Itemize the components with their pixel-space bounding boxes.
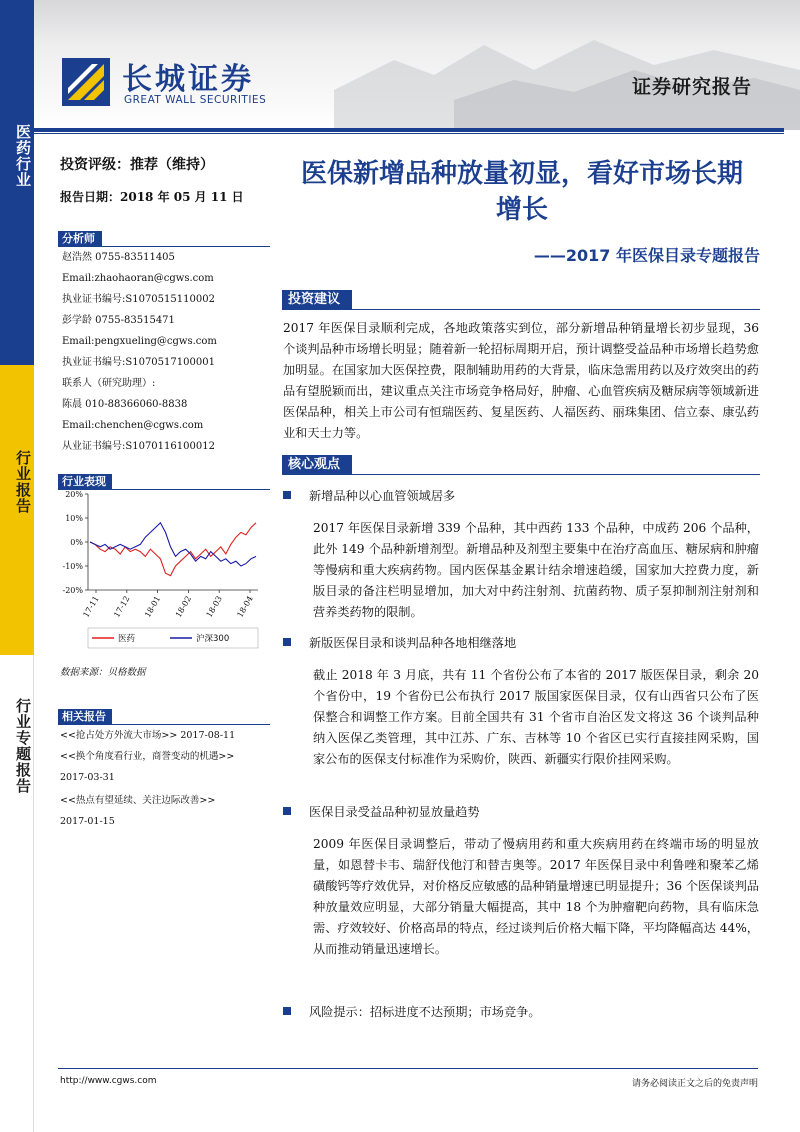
analyst-line: Email:zhaohaoran@cgws.com <box>62 273 214 284</box>
bullet-square-icon <box>283 807 291 815</box>
risk-warning <box>283 1002 541 1022</box>
risk-warning-text: 风险提示：招标进度不达预期；市场竞争。 <box>309 1005 541 1019</box>
analyst-line: Email:pengxueling@cgws.com <box>62 336 217 347</box>
core-point <box>283 633 516 653</box>
bullet-square-icon <box>283 1007 291 1015</box>
core-point-text: 2009 年医保目录调整后，带动了慢病用药和重大疾病用药在终端市场的明显放量，如恩替卡韦、瑞舒伐他汀和替吉奥等。2017 年医保目录中利鲁唑和聚苯乙烯磺酸钙等疗效优异，对价格反应敏感的品种销量增速已明显提升；36 个医保谈判品种放量效应明显，大部分销量大幅提高，其中 18 个为肿瘤靶向药物，具有临床急需、疗效较好、价格高昂的特点，经过谈判后价格大幅下降，平均降幅高达 44%，从而推动销量迅速增长。 <box>313 837 759 956</box>
related-report-link[interactable]: <<换个角度看行业，商誉变动的机遇>> <box>60 751 235 762</box>
investment-rating: 投资评级：推荐（维持） <box>60 157 214 173</box>
analyst-line: 联系人（研究助理）: <box>62 378 156 389</box>
chart-y-tick-label: -10% <box>62 562 83 571</box>
footer-divider <box>58 1068 758 1069</box>
report-subtitle: ——2017 年医保目录专题报告 <box>533 246 760 265</box>
chart-legend-label: 沪深300 <box>196 634 230 644</box>
analyst-line: 执业证书编号:S1070515110002 <box>62 294 215 305</box>
footer-url[interactable]: http://www.cgws.com <box>60 1076 157 1086</box>
great-wall-logo-icon <box>62 58 110 106</box>
chart-x-tick-label: 17-11 <box>81 594 101 619</box>
core-point-title: 医保目录受益品种初显放量趋势 <box>309 805 480 819</box>
sidebar-report-type-label: 行业报告 <box>14 450 32 514</box>
report-title <box>282 156 762 228</box>
related-report-link[interactable]: <<热点有望延续、关注边际改善>> <box>60 795 216 806</box>
industry-performance-chart <box>58 486 272 666</box>
footer-disclaimer: 请务必阅读正文之后的免责声明 <box>631 1079 758 1089</box>
core-point-title: 新版医保目录和谈判品种各地相继落地 <box>309 636 517 650</box>
chart-y-tick-label: 0% <box>70 538 83 547</box>
analyst-line: 从业证书编号:S1070116100012 <box>62 441 215 452</box>
report-date: 报告日期：2018 年 05 月 11 日 <box>60 190 244 204</box>
analyst-line: 陈晨 010-88366060-8838 <box>62 399 188 410</box>
analyst-line: 彭学龄 0755-83515471 <box>62 315 175 326</box>
related-section-header <box>58 709 270 725</box>
related-header-label: 相关报告 <box>62 710 106 723</box>
report-title-line: 医保新增品种放量初显，看好市场长期 <box>300 159 743 189</box>
analyst-header-label: 分析师 <box>62 232 95 245</box>
related-report-link[interactable]: <<抢占处方外流大市场>> 2017-08-11 <box>60 730 236 741</box>
chart-y-tick-label: -20% <box>62 586 83 595</box>
invest-advice-line <box>282 309 760 310</box>
report-type-label: 证券研究报告 <box>631 76 752 98</box>
header-divider <box>34 128 784 132</box>
header-divider-thin <box>34 133 784 134</box>
performance-header-label: 行业表现 <box>62 475 106 488</box>
core-point-title: 新增品种以心血管领域居多 <box>309 489 456 503</box>
related-report-date: 2017-03-31 <box>60 772 115 783</box>
core-point-text: 截止 2018 年 3 月底，共有 11 个省份公布了本省的 2017 版医保目录，剩余 20 个省份中，19 个省份已公布执行 2017 版国家医保目录，仅有山西省只公布了医保整合和调整工作方案。目前全国共有 31 个省市自治区发文将这 36 个谈判品种纳入医保乙类管理，其中江苏、广东、吉林等 10 个省区已实行直接挂网采购，国家公布的医保支付标准作为采购价，陕西、新疆实行限价挂网采购。 <box>313 668 759 766</box>
core-point <box>283 802 480 822</box>
invest-advice-text: 2017 年医保目录顺利完成，各地政策落实到位，部分新增品种销量增长初步显现，36 个谈判品种市场增长明显；随着新一轮招标周期开启，预计调整受益品种市场增长趋势愈加明显。在国家加大医保控费，限制辅助用药的大背景，临床急需用药以及疗效突出的药品有望脱颖而出，建议重点关注市场竞争格局好，肿瘤、心血管疾病及糖尿病等领域新进医保品种，相关上市公司有恒瑞医药、复星医药、人福医药、丽珠集团、信立泰、康弘药业和天士力等。 <box>283 321 759 440</box>
core-view-line <box>282 474 760 475</box>
chart-legend-label: 医药 <box>118 634 136 644</box>
core-view-label: 核心观点 <box>282 455 352 475</box>
logo-chinese-text: 长城证券 <box>122 62 254 97</box>
analyst-line: Email:chenchen@cgws.com <box>62 420 204 431</box>
logo-english-text: GREAT WALL SECURITIES <box>124 94 267 106</box>
data-source-note: 数据来源：贝格数据 <box>60 667 146 678</box>
chart-x-tick-label: 18-03 <box>204 594 224 619</box>
analyst-line: 赵浩然 0755-83511405 <box>62 252 175 263</box>
chart-x-tick-label: 18-04 <box>235 594 255 619</box>
related-report-date: 2017-01-15 <box>60 816 115 827</box>
bullet-square-icon <box>283 638 291 646</box>
chart-y-tick-label: 10% <box>65 514 83 523</box>
sidebar-industry-label: 医药行业 <box>14 124 32 188</box>
chart-y-tick-label: 20% <box>65 490 83 499</box>
bullet-square-icon <box>283 491 291 499</box>
sidebar <box>0 0 34 1132</box>
core-point <box>283 486 455 506</box>
related-header-line <box>58 724 270 725</box>
chart-series-line <box>90 523 256 576</box>
analyst-header-line <box>58 246 270 247</box>
report-title-line: 增长 <box>495 195 548 225</box>
chart-x-tick-label: 18-02 <box>173 594 194 619</box>
invest-advice-label: 投资建议 <box>282 290 352 310</box>
sidebar-topic-label: 行业专题报告 <box>14 698 32 794</box>
analyst-section-header <box>58 231 270 247</box>
chart-x-tick-label: 17-12 <box>112 594 132 619</box>
chart-x-tick-label: 18-01 <box>143 594 163 619</box>
analyst-line: 执业证书编号:S1070517100001 <box>62 357 215 368</box>
core-point-text: 2017 年医保目录新增 339 个品种，其中西药 133 个品种，中成药 206 个品种，此外 149 个品种新增剂型。新增品种及剂型主要集中在治疗高血压、糖尿病和肿瘤等慢病和重大疾病药物。国内医保基金累计结余增速趋缓，国家加大控费力度，新版目录的备注栏明显增加，加大对中药注射剂、抗菌药物、质子泵抑制剂注射剂和营养类药物的限制。 <box>313 521 759 619</box>
